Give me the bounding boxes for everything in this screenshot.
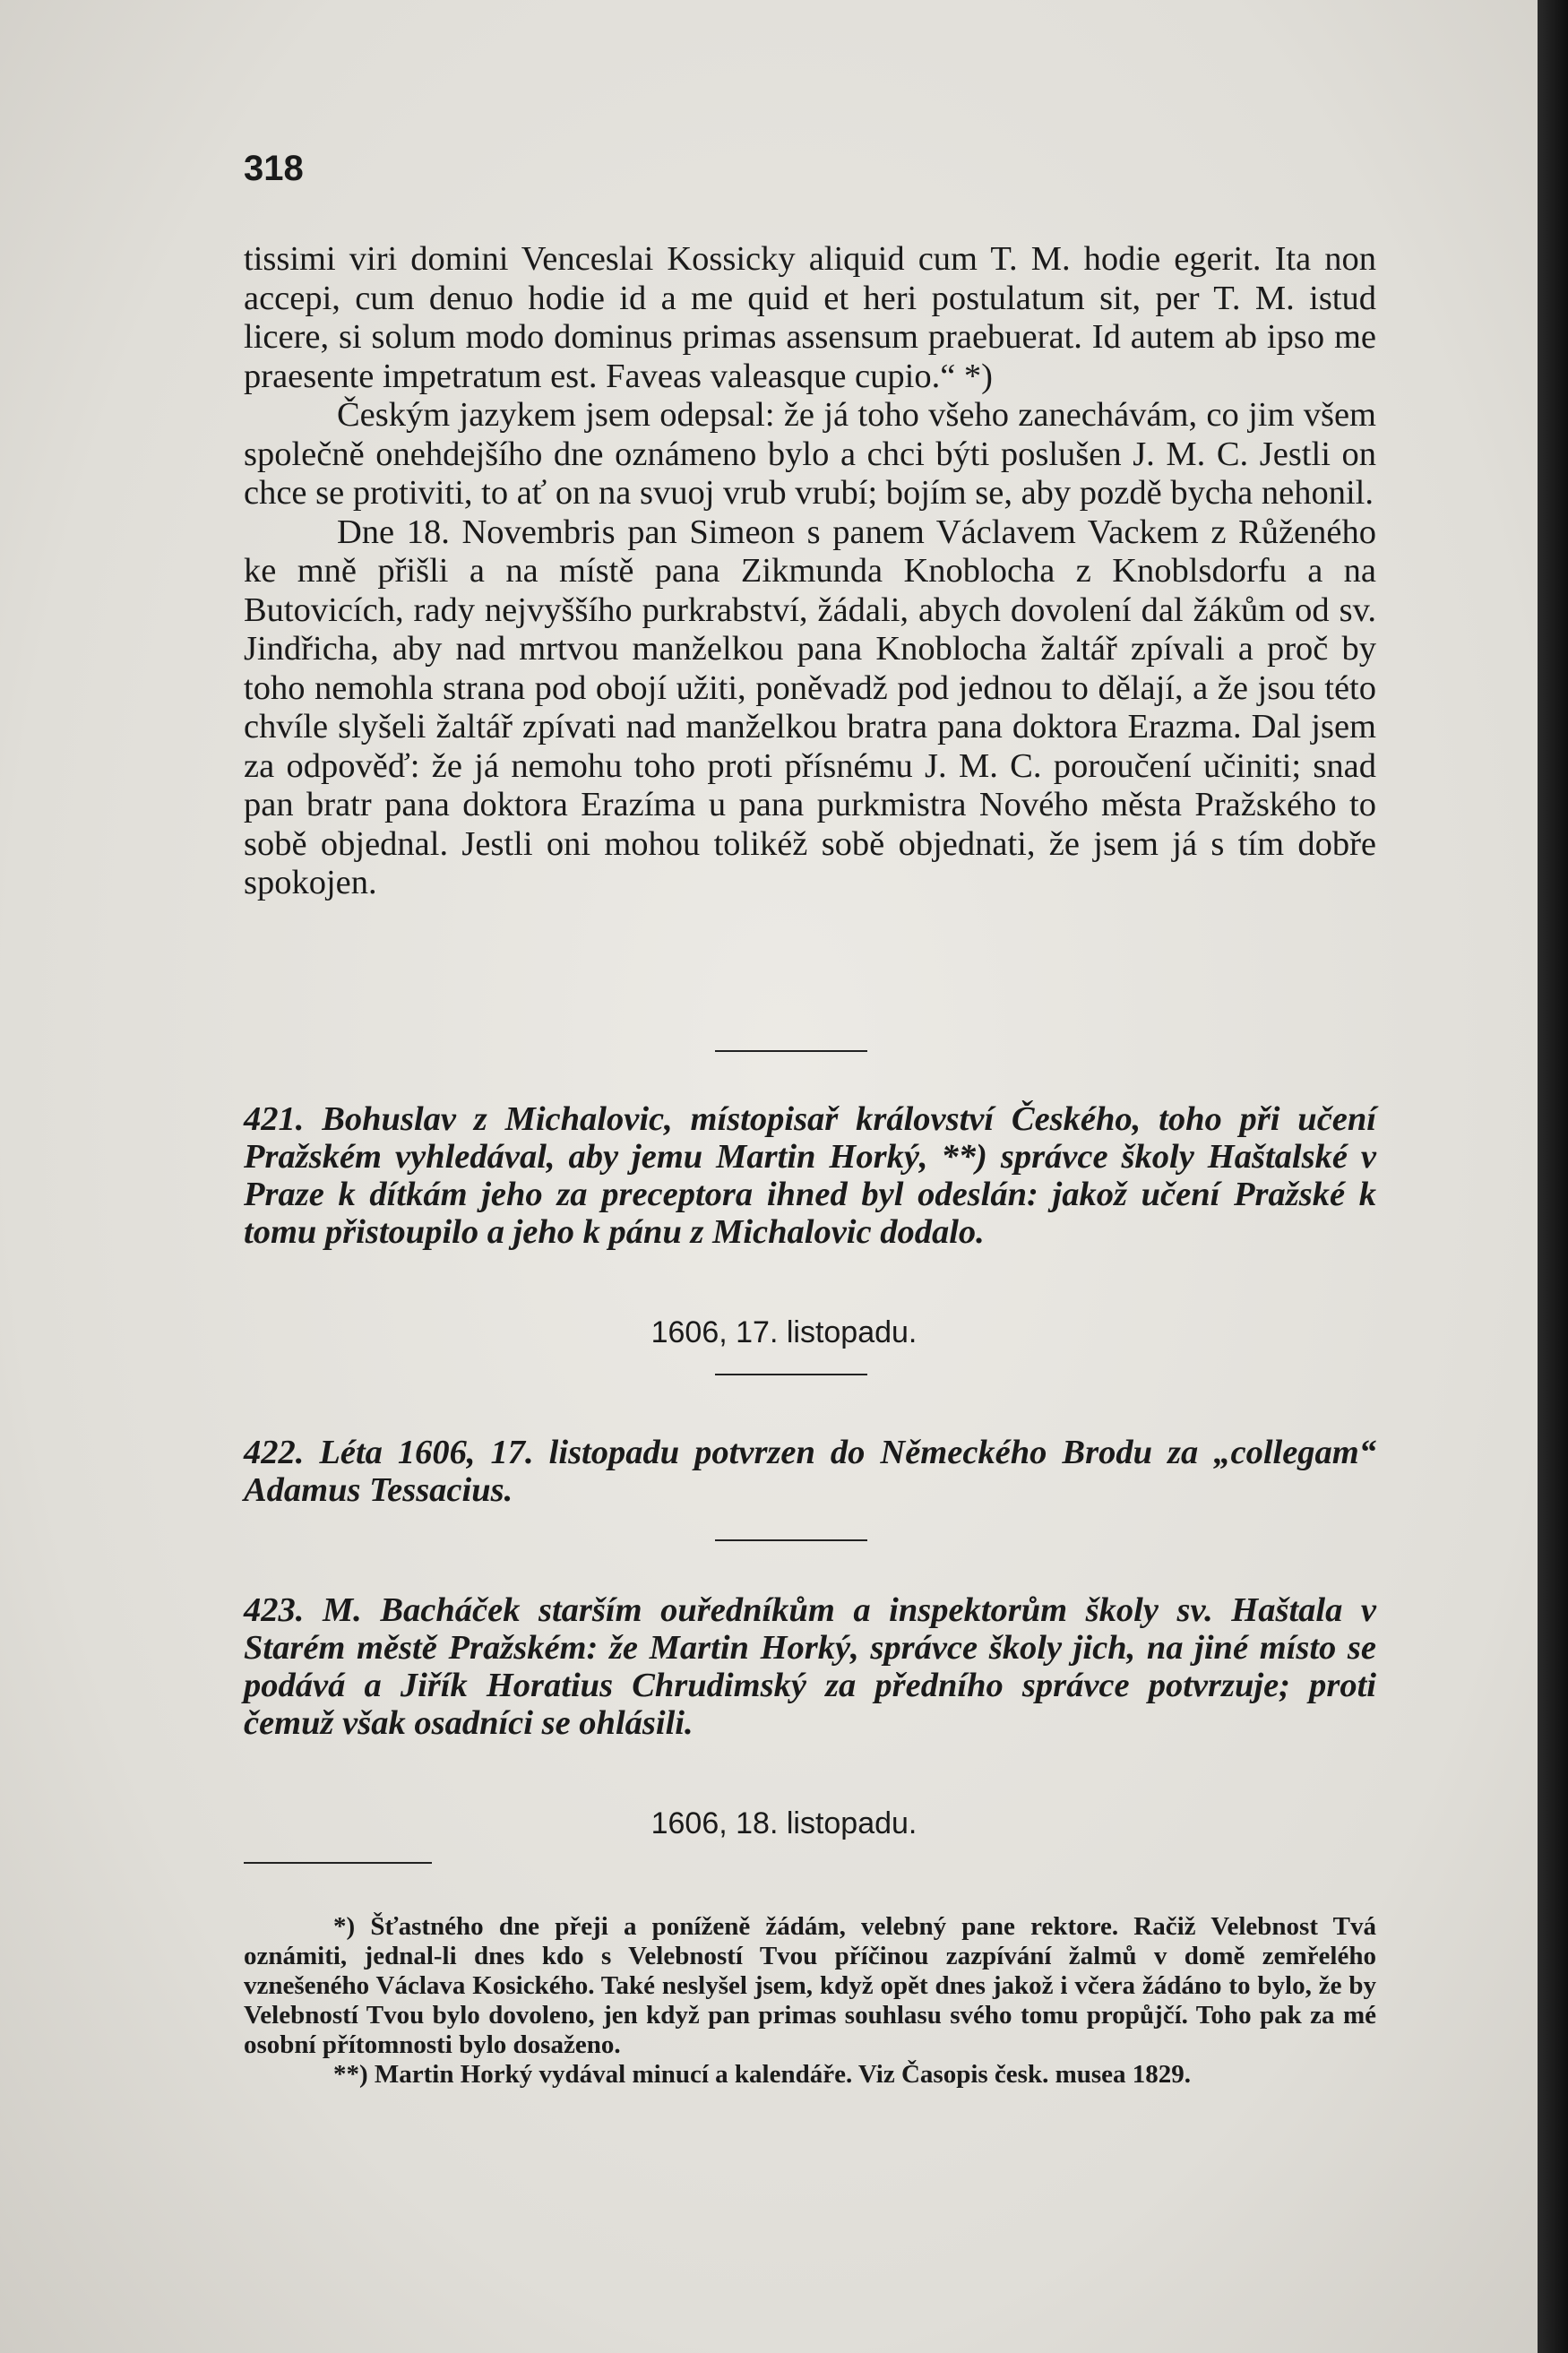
section-divider xyxy=(715,1050,867,1052)
footnote-divider xyxy=(244,1862,432,1864)
entry-421 xyxy=(244,1100,1376,1251)
page-number: 318 xyxy=(244,149,304,188)
paragraph-november-18: Dne 18. Novembris pan Simeon s panem Václavem Vackem z Růženého ke mně přišli a na místě pana Zikmunda Knoblocha z Knoblsdorfu a na Butovicích, rady nejvyššího purkrabství, žádali, abych dovolení dal žákům od sv. Jindřicha, aby nad mrtvou manželkou pana Knoblocha žaltář zpívali a proč by toho nemohla strana pod obojí užiti, poněvadž pod jednou to dělají, a že jsou této chvíle slyšeli žaltář zpívati nad manželkou bratra pana doktora Erazma. Dal jsem za odpověď: že já nemohu toho proti přísnému J. M. C. poroučení učiniti; snad pan bratr pana doktora Erazíma u pana purkmistra Nového města Pražského to sobě objednal. Jestli oni mohou tolikéž sobě objednati, že jsem já s tím dobře spokojen. xyxy=(244,513,1376,901)
entry-text: Bohuslav z Michalovic, místopisař království Českého, toho při učení Pražském vyhledával, aby jemu Martin Horký, **) správce školy Haštalské v Praze k dítkám jeho za preceptora ihned byl odeslán: jakož učení Pražské k tomu přistoupilo a jeho k pánu z Michalovic dodalo. xyxy=(244,1100,1377,1251)
entry-423 xyxy=(244,1591,1376,1742)
footnotes xyxy=(244,1912,1376,2090)
paragraph-czech-reply: Českým jazykem jsem odepsal: že já toho všeho zanechávám, co jim všem společně onehdejšího dne oznámeno bylo a chci býti poslušen J. M. C. Jestli on chce se protiviti, to ať on na svuoj vrub vrubí; bojím se, aby pozdě bycha nehonil. xyxy=(244,396,1376,512)
entry-date: 1606, 17. listopadu. xyxy=(650,1315,918,1349)
footnote-1: *) Šťastného dne přeji a poníženě žádám, velebný pane rektore. Račiž Velebnost Tvá oznámiti, jednal-li dnes kdo s Velebností Tvou příčinou zazpívání žalmů v domě zemřelého vznešeného Václava Kosického. Také neslyšel jsem, když opět dnes jakož i včera žádáno to bylo, že by Velebností Tvou bylo dovoleno, jen když pan primas souhlasu svého tomu propůjčí. Toho pak za mé osobní přítomnosti bylo dosaženo. xyxy=(244,1912,1376,2059)
entry-text: M. Bacháček starším ouředníkům a inspektorům školy sv. Haštala v Starém městě Pražském: že Martin Horký, správce školy jich, na jiné místo se podává a Jiřík Horatius Chrudimský za předního správce potvrzuje; proti čemuž však osadníci se ohlásili. xyxy=(244,1591,1376,1742)
entry-number: 423. xyxy=(244,1591,305,1629)
footnote-2: **) Martin Horký vydával minucí a kalendáře. Viz Časopis česk. musea 1829. xyxy=(333,2060,1192,2089)
entry-text: Léta 1606, 17. listopadu potvrzen do Německého Brodu za „collegam“ Adamus Tessacius. xyxy=(244,1434,1376,1509)
main-text xyxy=(244,240,1376,903)
paragraph-latin: tissimi viri domini Venceslai Kossicky aliquid cum T. M. hodie egerit. Ita non accepi, cum denuo hodie id a me quid et heri postulatum sit, per T. M. istud licere, si solum modo dominus primas assensum praebuerat. Id autem ab ipso me praesente impetratum est. Faveas valeasque cupio.“ *) xyxy=(244,240,1376,395)
entry-422 xyxy=(244,1434,1376,1509)
entry-date: 1606, 18. listopadu. xyxy=(650,1806,918,1840)
entry-number: 421. xyxy=(244,1100,305,1138)
section-divider xyxy=(715,1374,867,1375)
entry-number: 422. xyxy=(244,1434,305,1471)
section-divider xyxy=(715,1539,867,1541)
page-edge-shadow xyxy=(1538,0,1568,2353)
